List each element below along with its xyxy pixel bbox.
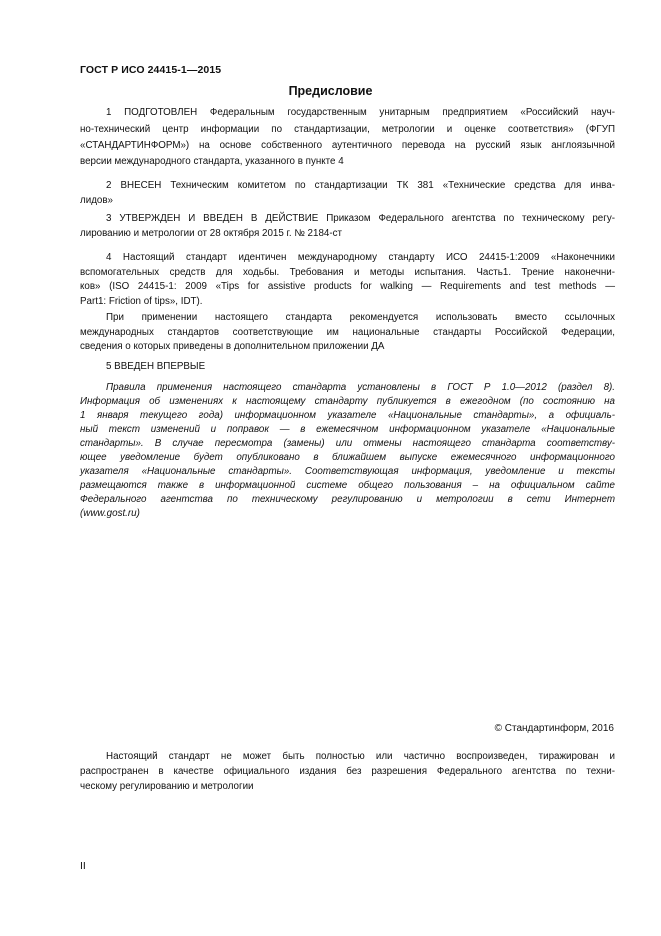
copyright-text: Стандартинформ, 2016 <box>504 723 614 734</box>
paragraph-line: 2 ВНЕСЕН Техническим комитетом по стандартизации ТК 381 «Технические средства для инва- <box>106 180 615 191</box>
paragraph-line: 1 января текущего года) информационном указателе «Национальные стандарты», а официаль- <box>80 410 615 421</box>
paragraph-line: (www.gost.ru) <box>80 508 140 519</box>
paragraph-line: Настоящий стандарт не может быть полностью или частично воспроизведен, тиражирован и <box>106 751 615 762</box>
paragraph-line: Федерального агентства по техническому регулированию и метрологии в сети Интернет <box>80 494 615 505</box>
paragraph-line: стандарты». В случае пересмотра (замены) или отмены настоящего стандарта соответству- <box>80 438 615 449</box>
paragraph-line: При применении настоящего стандарта рекомендуется использовать вместо ссылочных <box>106 312 615 323</box>
copyright-symbol: © <box>494 723 502 734</box>
paragraph-line: версии международного стандарта, указанного в пункте 4 <box>80 156 344 167</box>
page-number: II <box>80 860 86 872</box>
paragraph-line: ющее уведомление будет опубликовано в ближайшем выпуске ежемесячного информационного <box>80 452 615 463</box>
paragraph-line: международных стандартов соответствующие им национальные стандарты Российской Федерации, <box>80 327 615 338</box>
paragraph-line: Информация об изменениях к настоящему стандарту публикуется в ежегодном (по состоянию на <box>80 396 615 407</box>
paragraph-line: ческому регулированию и метрологии <box>80 781 254 792</box>
page-title: Предисловие <box>288 84 373 98</box>
paragraph-line: лированию и метрологии от 28 октября 2015 г. № 2184-ст <box>80 228 343 239</box>
paragraph-line: 3 УТВЕРЖДЕН И ВВЕДЕН В ДЕЙСТВИЕ Приказом Федерального агентства по техническому регу- <box>106 213 615 224</box>
paragraph-line: размещаются также в информационной системе общего пользования – на официальном сайте <box>80 480 615 491</box>
paragraph-line: указателя «Национальные стандарты». Соответствующая информация, уведомление и тексты <box>80 466 615 477</box>
paragraph-line: 1 ПОДГОТОВЛЕН Федеральным государственным унитарным предприятием «Российский науч- <box>106 107 615 118</box>
paragraph-line: ков» (ISO 24415-1: 2009 «Tips for assistive products for walking — Requirements and test methods — <box>80 281 615 292</box>
paragraph-line: но-технический центр информации по стандартизации, метрологии и оценке соответствия» (ФГУП <box>80 124 615 135</box>
paragraph-line: «СТАНДАРТИНФОРМ») на основе собственного аутентичного перевода на русский язык англоязычной <box>80 140 615 151</box>
paragraph-line: ный текст изменений и поправок — в ежемесячном информационном указателе «Национальные <box>80 424 615 435</box>
document-header: ГОСТ Р ИСО 24415-1—2015 <box>80 64 222 76</box>
paragraph-line: Part1: Friction of tips», IDT). <box>80 296 203 307</box>
paragraph-line: распространен в качестве официального издания без разрешения Федерального агентства по техни- <box>80 766 615 777</box>
paragraph-line: лидов» <box>80 195 114 206</box>
copyright <box>495 723 614 734</box>
paragraph-line: 4 Настоящий стандарт идентичен международному стандарту ИСО 24415-1:2009 «Наконечники <box>106 252 615 263</box>
paragraph-line: 5 ВВЕДЕН ВПЕРВЫЕ <box>106 361 206 372</box>
paragraph-line: Правила применения настоящего стандарта установлены в ГОСТ Р 1.0—2012 (раздел 8). <box>106 382 615 393</box>
paragraph-line: вспомогательных средств для ходьбы. Требования и методы испытания. Часть1. Трение наконечни- <box>80 267 615 278</box>
paragraph-line: сведения о которых приведены в дополнительном приложении ДА <box>80 341 385 352</box>
